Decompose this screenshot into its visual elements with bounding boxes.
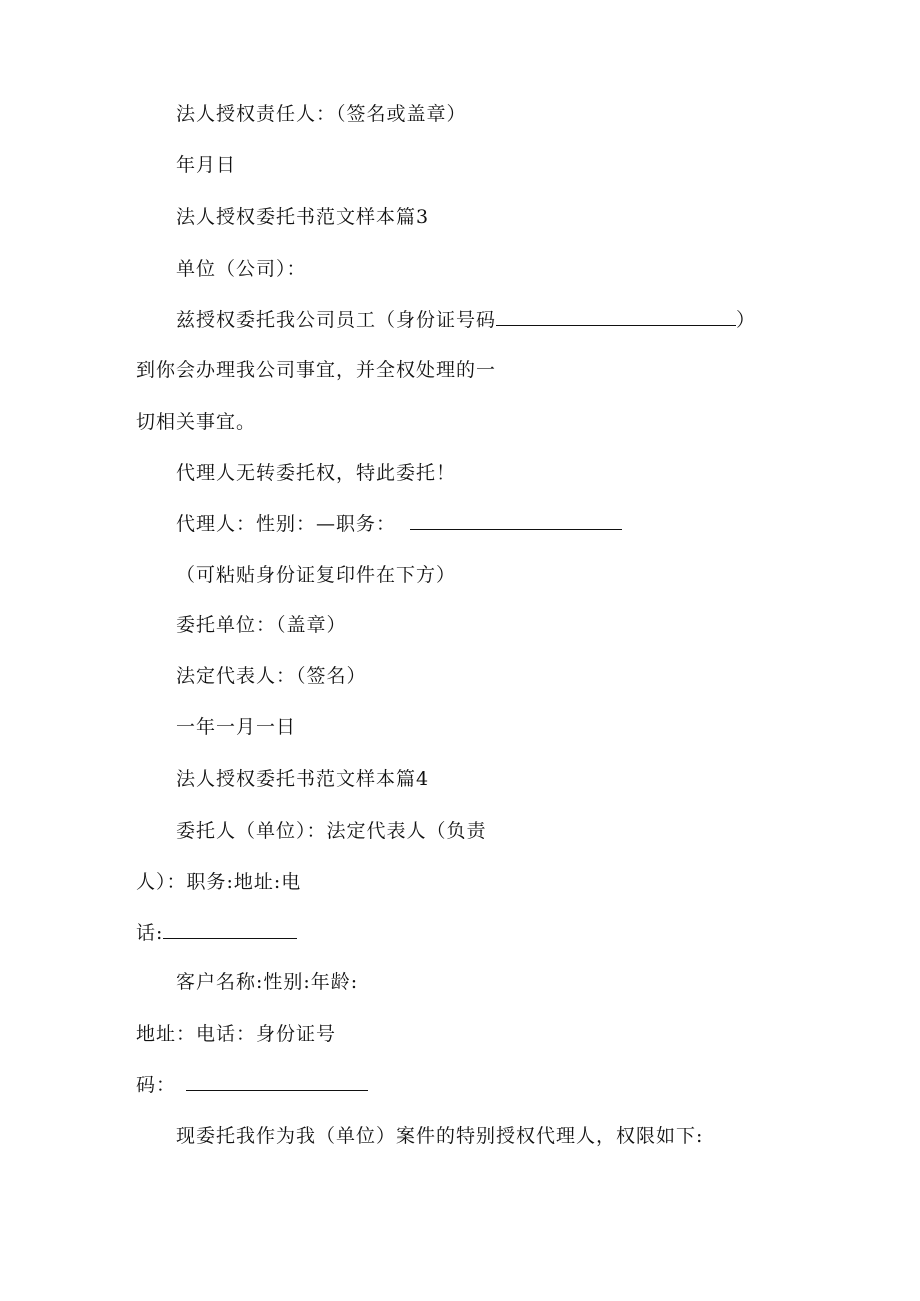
position-blank	[410, 511, 622, 530]
authorization-paragraph-cont-2	[136, 409, 256, 435]
authorization-paragraph-start	[176, 307, 756, 333]
no-subdelegation-text: 代理人无转委托权，特此委托！	[176, 462, 457, 484]
id-copy-note-line	[176, 562, 456, 588]
unit-company-line	[176, 256, 307, 282]
delegation-statement: 现委托我作为我（单位）案件的特别授权代理人，权限如下:	[176, 1125, 704, 1147]
entrusting-unit-label: 委托单位：（盖章）	[176, 614, 347, 636]
authorization-paragraph-cont-1	[136, 357, 496, 383]
principal-label: 委托人（单位）：法定代表人（负责	[176, 820, 487, 842]
authorization-text: 兹授权委托我公司员工（身份证号码	[176, 309, 497, 331]
legal-representative-label: 法定代表人：（签名）	[176, 665, 367, 687]
authorized-person-label: 法人授权责任人：（签名或盖章）	[176, 103, 467, 125]
section-heading-4	[176, 766, 429, 792]
legal-representative-line	[176, 663, 367, 689]
address-phone-line	[136, 1021, 336, 1047]
delegation-statement-line	[176, 1123, 703, 1149]
date-line-1	[176, 152, 236, 178]
section-title-4: 法人授权委托书范文样本篇4	[176, 768, 430, 790]
no-subdelegation-line	[176, 460, 456, 486]
phone-blank	[163, 920, 297, 939]
entrusting-unit-line	[176, 612, 347, 638]
id-code-line	[136, 1072, 368, 1098]
date-line-2	[176, 714, 296, 740]
unit-company-label: 单位（公司）：	[176, 258, 307, 280]
agent-info-label: 代理人：性别：—职务：	[176, 513, 397, 535]
address-phone-label: 地址：电话：身份证号	[136, 1023, 337, 1045]
agent-info-line	[176, 511, 622, 537]
phone-line	[136, 920, 297, 946]
id-number-blank	[496, 307, 736, 326]
authorized-person-signature-line	[176, 101, 467, 127]
section-heading-3	[176, 204, 429, 230]
principal-line	[176, 818, 487, 844]
client-info-label: 客户名称:性别:年龄:	[176, 971, 359, 993]
date-label-2: 一年一月一日	[176, 716, 297, 738]
authorization-text-cont-1: 到你会办理我公司事宜，并全权处理的一	[136, 359, 497, 381]
authorization-text-cont-2: 切相关事宜。	[136, 411, 257, 433]
date-label: 年月日	[176, 154, 237, 176]
id-code-label: 码：	[136, 1074, 177, 1096]
id-code-blank	[186, 1072, 368, 1091]
id-copy-note: （可粘贴身份证复印件在下方）	[176, 564, 457, 586]
principal-line-cont	[136, 869, 301, 895]
closing-paren: ）	[736, 309, 757, 331]
section-title-3: 法人授权委托书范文样本篇3	[176, 206, 430, 228]
client-info-line	[176, 969, 358, 995]
principal-label-cont: 人）：职务:地址:电	[136, 871, 302, 893]
phone-label: 话:	[136, 922, 164, 944]
